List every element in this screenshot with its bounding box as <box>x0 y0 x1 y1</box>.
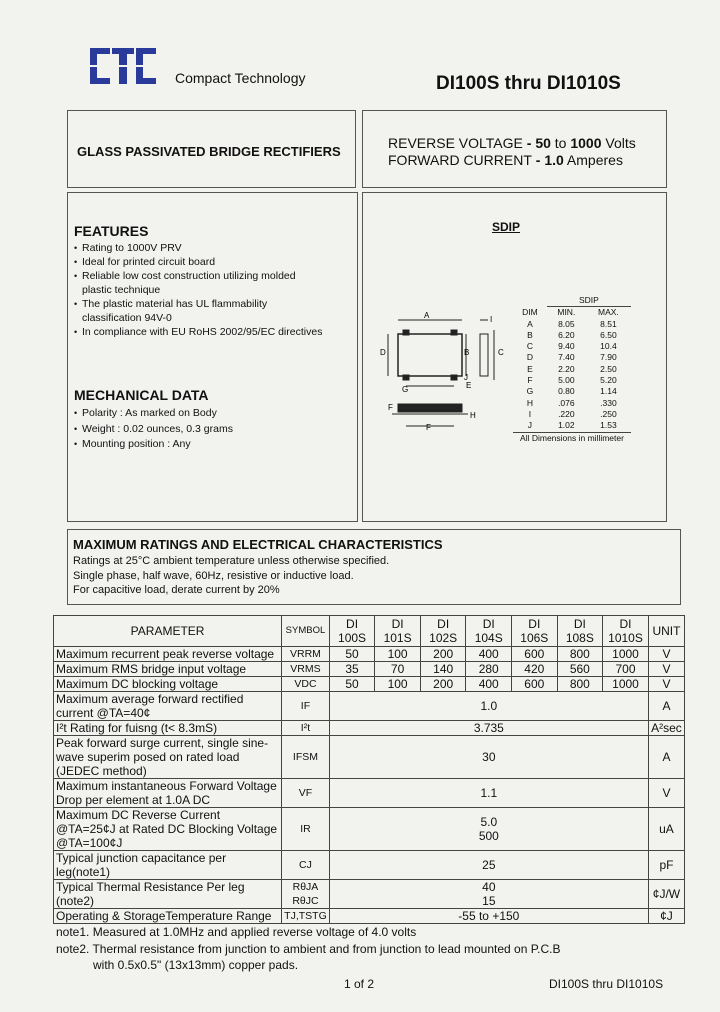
value-cell: 200 <box>420 647 466 662</box>
value-cell: 800 <box>557 677 603 692</box>
spec-summary-box <box>362 110 667 188</box>
parameter-cell: Maximum DC blocking voltage <box>54 677 282 692</box>
dim-symbol: J <box>527 420 533 431</box>
dim-label: A <box>424 311 430 320</box>
dim-label: I <box>490 315 493 324</box>
value-cell: 1000 <box>603 677 649 692</box>
parameter-cell: Typical Thermal Resistance Per leg (note2) <box>54 880 282 909</box>
feature-item: • Reliable low cost construction utilizing molded plastic technique <box>74 269 352 297</box>
dim-max: 5.20 <box>600 375 617 386</box>
table-row <box>54 677 685 692</box>
dim-max: .330 <box>600 397 617 408</box>
table-row <box>54 880 685 909</box>
parameter-cell: Operating & StorageTemperature Range <box>54 909 282 924</box>
value-cell: 800 <box>557 647 603 662</box>
table-row <box>54 808 685 851</box>
dim-max: .250 <box>600 408 617 419</box>
dim-symbol: F <box>527 375 533 386</box>
ratings-line: Single phase, half wave, 60Hz, resistive or inductive load. <box>73 569 354 582</box>
table-row <box>54 721 685 736</box>
reverse-voltage-dash: - <box>522 135 536 151</box>
value-cell: 30 <box>329 736 648 779</box>
forward-current-value: 1.0 <box>544 152 564 168</box>
value-cell: 70 <box>375 662 421 677</box>
dim-label: G <box>402 385 409 394</box>
notes <box>56 924 561 974</box>
value-cell: 100 <box>375 677 421 692</box>
table-header-row <box>54 616 685 647</box>
value-cell: 400 <box>466 647 512 662</box>
value-cell: 280 <box>466 662 512 677</box>
reverse-voltage-label: REVERSE VOLTAGE <box>388 135 523 151</box>
dim-label: D <box>380 348 386 357</box>
company-name: Compact Technology <box>175 70 306 86</box>
ratings-table <box>53 615 685 924</box>
dim-note: All Dimensions in millimeter <box>513 432 631 444</box>
product-type: GLASS PASSIVATED BRIDGE RECTIFIERS <box>77 144 341 159</box>
dim-row <box>513 330 631 341</box>
part-range-title: DI100S thru DI1010S <box>436 73 621 94</box>
dim-row <box>513 398 631 409</box>
dim-max: 1.14 <box>600 386 617 397</box>
table-header-cell: DI 100S <box>329 616 375 647</box>
value-cell: 1.0 <box>329 692 648 721</box>
mechanical-title: MECHANICAL DATA <box>74 387 209 403</box>
parameter-cell: Maximum instantaneous Forward Voltage Drop per element at 1.0A DC <box>54 779 282 808</box>
unit-cell: A <box>648 692 684 721</box>
ratings-conditions <box>73 554 389 598</box>
unit-cell: V <box>648 677 684 692</box>
dim-min: 6.20 <box>558 329 575 340</box>
value-cell: 3.735 <box>329 721 648 736</box>
package-outline-drawing <box>380 310 510 440</box>
symbol-cell: RθJA RθJC <box>282 880 330 909</box>
value-cell: 600 <box>512 677 558 692</box>
mechanical-list <box>74 406 352 453</box>
unit-cell: A²sec <box>648 721 684 736</box>
table-header-cell: DI 102S <box>420 616 466 647</box>
dim-max: 6.50 <box>600 329 617 340</box>
dim-symbol: E <box>527 363 533 374</box>
reverse-voltage-to: to <box>550 135 571 151</box>
footer-doc-title: DI100S thru DI1010S <box>549 977 664 991</box>
dim-table-title: SDIP <box>547 295 631 307</box>
feature-item: • In compliance with EU RoHS 2002/95/EC directives <box>74 325 352 339</box>
reverse-voltage-line <box>388 135 636 152</box>
table-row <box>54 647 685 662</box>
dim-min: 9.40 <box>558 341 575 352</box>
dim-row <box>513 364 631 375</box>
dim-symbol: G <box>526 386 534 397</box>
dim-min: .220 <box>558 408 575 419</box>
dim-header: MAX. <box>598 307 619 318</box>
value-cell: 420 <box>512 662 558 677</box>
note-line: with 0.5x0.5" (13x13mm) copper pads. <box>93 958 299 972</box>
value-cell: 50 <box>329 647 375 662</box>
dim-header: MIN. <box>557 307 576 318</box>
mechanical-item: • Weight : 0.02 ounces, 0.3 grams <box>74 422 352 438</box>
product-type-box <box>67 110 356 188</box>
table-row <box>54 909 685 924</box>
symbol-cell: TJ,TSTG <box>282 909 330 924</box>
dim-row <box>513 341 631 352</box>
dim-label: C <box>498 348 504 357</box>
unit-cell: uA <box>648 808 684 851</box>
table-row <box>54 692 685 721</box>
dim-symbol: C <box>526 341 533 352</box>
mechanical-item: • Polarity : As marked on Body <box>74 406 352 422</box>
unit-cell: ¢J <box>648 909 684 924</box>
dim-header: DIM <box>522 307 538 318</box>
reverse-voltage-min: 50 <box>535 135 551 151</box>
value-cell: 5.0 500 <box>329 808 648 851</box>
features-box <box>67 192 358 522</box>
symbol-cell: VDC <box>282 677 330 692</box>
dim-row <box>513 352 631 363</box>
symbol-cell: VF <box>282 779 330 808</box>
dim-min: 2.20 <box>558 363 575 374</box>
table-row <box>54 736 685 779</box>
value-cell: 25 <box>329 851 648 880</box>
parameter-cell: I²t Rating for fuisng (t< 8.3mS) <box>54 721 282 736</box>
parameter-cell: Peak forward surge current, single sine-wave superim posed on rated load (JEDEC method) <box>54 736 282 779</box>
dim-row <box>513 386 631 397</box>
table-header-cell: DI 101S <box>375 616 421 647</box>
value-cell: 40 15 <box>329 880 648 909</box>
dim-symbol: I <box>528 408 532 419</box>
dim-max: 2.50 <box>600 363 617 374</box>
features-list <box>74 241 352 339</box>
value-cell: 560 <box>557 662 603 677</box>
dim-symbol: D <box>526 352 533 363</box>
table-header-cell: DI 1010S <box>603 616 649 647</box>
dim-max: 7.90 <box>600 352 617 363</box>
dim-min: 1.02 <box>558 420 575 431</box>
page-number: 1 of 2 <box>344 977 375 991</box>
dim-symbol: H <box>526 397 533 408</box>
mechanical-item: • Mounting position : Any <box>74 437 352 453</box>
parameter-cell: Maximum RMS bridge input voltage <box>54 662 282 677</box>
dim-label: E <box>466 381 472 390</box>
feature-item: • The plastic material has UL flammability classification 94V-0 <box>74 297 352 325</box>
symbol-cell: I²t <box>282 721 330 736</box>
reverse-voltage-max: 1000 <box>570 135 602 151</box>
note-line: note2. Thermal resistance from junction to ambient and from junction to lead mounted on P.C.B <box>56 941 561 956</box>
note-line: note1. Measured at 1.0MHz and applied reverse voltage of 4.0 volts <box>56 925 417 939</box>
feature-item: • Ideal for printed circuit board <box>74 255 352 269</box>
parameter-cell: Maximum average forward rectified current @TA=40¢ <box>54 692 282 721</box>
table-header-cell: DI 104S <box>466 616 512 647</box>
dim-label: F <box>426 423 431 432</box>
unit-cell: A <box>648 736 684 779</box>
table-row <box>54 779 685 808</box>
dim-label: B <box>464 348 470 357</box>
ctc-logo <box>86 46 160 86</box>
dim-label: J <box>464 373 468 382</box>
table-header-cell: DI 106S <box>512 616 558 647</box>
value-cell: 100 <box>375 647 421 662</box>
reverse-voltage-unit: Volts <box>601 135 636 151</box>
features-title: FEATURES <box>74 223 149 239</box>
dim-label: H <box>470 411 476 420</box>
ratings-title: MAXIMUM RATINGS AND ELECTRICAL CHARACTERISTICS <box>73 537 443 552</box>
symbol-cell: VRMS <box>282 662 330 677</box>
symbol-cell: IR <box>282 808 330 851</box>
unit-cell: V <box>648 779 684 808</box>
value-cell: 600 <box>512 647 558 662</box>
unit-cell: V <box>648 662 684 677</box>
table-header-cell: UNIT <box>648 616 684 647</box>
symbol-cell: IF <box>282 692 330 721</box>
table-row <box>54 851 685 880</box>
dim-max: 1.53 <box>600 420 617 431</box>
package-name: SDIP <box>492 220 521 234</box>
table-header-cell: SYMBOL <box>282 616 330 647</box>
forward-current-unit: Amperes <box>563 152 623 168</box>
dim-symbol: B <box>527 329 533 340</box>
ratings-line: For capacitive load, derate current by 20% <box>73 584 280 596</box>
forward-current-label: FORWARD CURRENT <box>388 152 532 168</box>
value-cell: -55 to +150 <box>329 909 648 924</box>
dim-min: 0.80 <box>558 386 575 397</box>
table-header-cell: PARAMETER <box>54 616 282 647</box>
feature-item: • Rating to 1000V PRV <box>74 241 352 255</box>
value-cell: 400 <box>466 677 512 692</box>
dim-min: 8.05 <box>558 318 575 329</box>
value-cell: 35 <box>329 662 375 677</box>
dim-row <box>513 319 631 330</box>
ratings-line: Ratings at 25°C ambient temperature unless otherwise specified. <box>73 555 390 567</box>
unit-cell: ¢J/W <box>648 880 684 909</box>
value-cell: 1.1 <box>329 779 648 808</box>
dim-min: 7.40 <box>558 352 575 363</box>
parameter-cell: Maximum DC Reverse Current @TA=25¢J at Rated DC Blocking Voltage @TA=100¢J <box>54 808 282 851</box>
parameter-cell: Maximum recurrent peak reverse voltage <box>54 647 282 662</box>
dim-symbol: A <box>527 318 533 329</box>
value-cell: 50 <box>329 677 375 692</box>
value-cell: 200 <box>420 677 466 692</box>
dim-max: 8.51 <box>600 318 617 329</box>
symbol-cell: CJ <box>282 851 330 880</box>
dim-min: 5.00 <box>558 375 575 386</box>
dim-min: .076 <box>558 397 575 408</box>
value-cell: 140 <box>420 662 466 677</box>
dim-row <box>513 409 631 420</box>
dim-label: F <box>388 403 393 412</box>
forward-current-dash: - <box>531 152 545 168</box>
value-cell: 700 <box>603 662 649 677</box>
unit-cell: pF <box>648 851 684 880</box>
dimension-table <box>513 295 631 444</box>
dim-max: 10.4 <box>600 341 617 352</box>
parameter-cell: Typical junction capacitance per leg(note1) <box>54 851 282 880</box>
table-header-cell: DI 108S <box>557 616 603 647</box>
dim-row <box>513 375 631 386</box>
value-cell: 1000 <box>603 647 649 662</box>
symbol-cell: VRRM <box>282 647 330 662</box>
symbol-cell: IFSM <box>282 736 330 779</box>
unit-cell: V <box>648 647 684 662</box>
table-row <box>54 662 685 677</box>
dim-row <box>513 420 631 432</box>
forward-current-line <box>388 152 623 169</box>
